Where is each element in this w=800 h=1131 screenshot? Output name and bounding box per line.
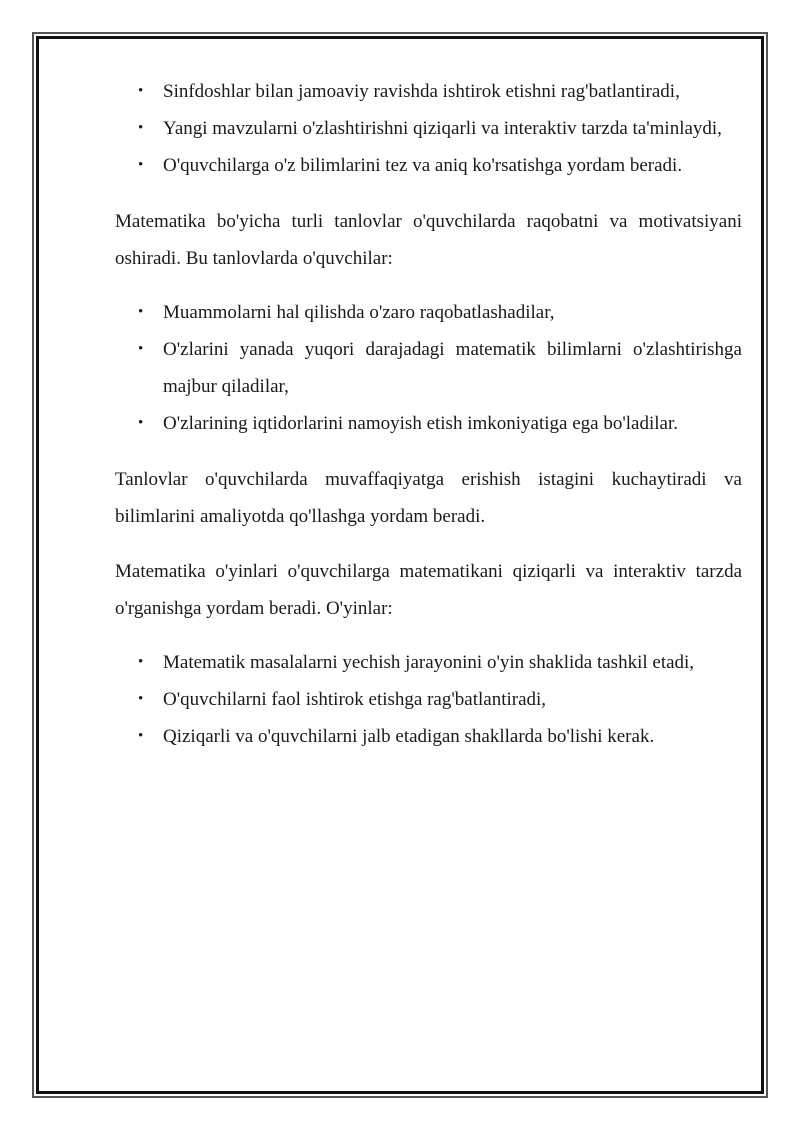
list-item: • Yangi mavzularni o'zlashtirishni qiziqarli va interaktiv tarzda ta'minlaydi, (115, 110, 742, 147)
paragraph-games: Matematika o'yinlari o'quvchilarga matematikani qiziqarli va interaktiv tarzda o'rganishga yordam beradi. O'yinlar: (115, 561, 742, 619)
list-item: • O'quvchilarga o'z bilimlarini tez va aniq ko'rsatishga yordam beradi. (115, 147, 742, 184)
paragraph-competitions-summary: Tanlovlar o'quvchilarda muvaffaqiyatga erishish istagini kuchaytiradi va bilimlarini amaliyotda qo'llashga yordam beradi. (115, 469, 742, 527)
list-item: • Muammolarni hal qilishda o'zaro raqobatlashadilar, (115, 294, 742, 331)
list-item: • Sinfdoshlar bilan jamoaviy ravishda ishtirok etishni rag'batlantiradi, (115, 73, 742, 110)
bullet-list-games (115, 644, 742, 755)
list-item: • O'quvchilarni faol ishtirok etishga rag'batlantiradi, (115, 681, 742, 718)
bullet-list-competitions (115, 294, 742, 442)
list-item: • Qiziqarli va o'quvchilarni jalb etadigan shakllarda bo'lishi kerak. (115, 718, 742, 755)
list-item: • Matematik masalalarni yechish jarayonini o'yin shaklida tashkil etadi, (115, 644, 742, 681)
paragraph-competitions: Matematika bo'yicha turli tanlovlar o'quvchilarda raqobatni va motivatsiyani oshiradi. Bu tanlovlarda o'quvchilar: (115, 211, 742, 269)
list-item: • O'zlarini yanada yuqori darajadagi matematik bilimlarni o'zlashtirishga majbur qiladilar, (115, 331, 742, 405)
document-body (115, 73, 742, 755)
list-item: • O'zlarining iqtidorlarini namoyish etish imkoniyatiga ega bo'ladilar. (115, 405, 742, 442)
bullet-list-benefits (115, 73, 742, 184)
